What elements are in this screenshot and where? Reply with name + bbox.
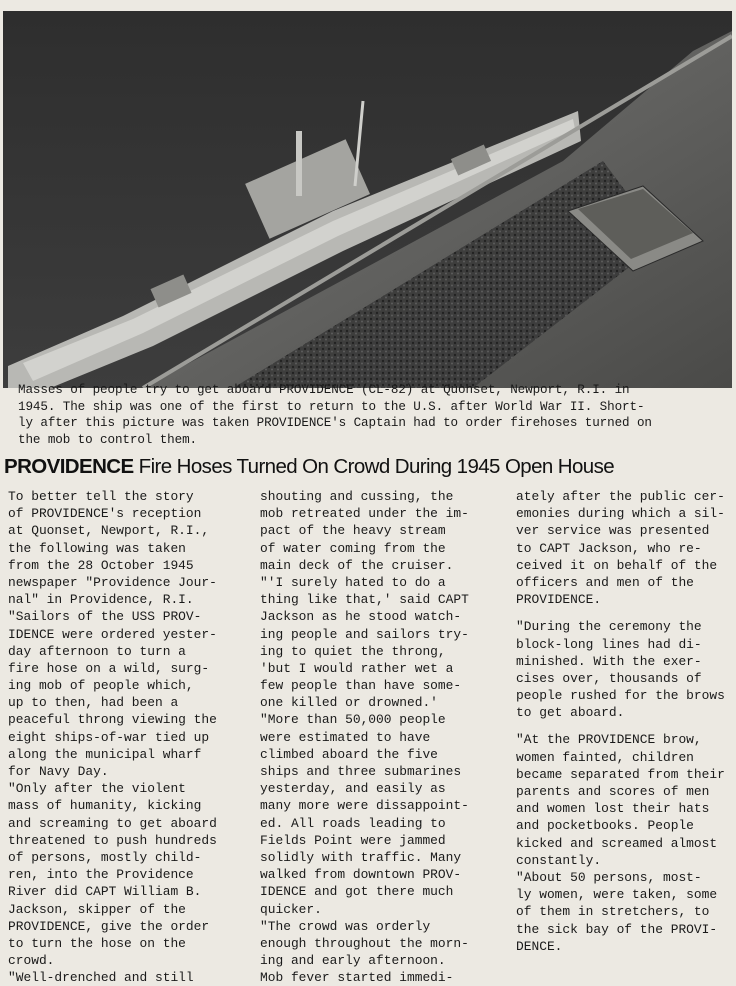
article-line: 'but I would rather wet a <box>260 660 454 676</box>
caption-line: Masses of people try to get aboard PROVIDENCE (CL-82) at Quonset, Newport, R.I. in <box>18 383 630 397</box>
article-line: at Quonset, Newport, R.I., <box>8 523 210 539</box>
photo-caption <box>18 382 726 448</box>
article-line: to get aboard. <box>516 705 625 721</box>
article-line: main deck of the cruiser. <box>260 557 454 573</box>
article-line: kicked and screamed almost <box>516 835 718 851</box>
article-line: Mob fever started immedi- <box>260 970 454 986</box>
article-line: ver service was presented <box>516 523 710 539</box>
article-line: "More than 50,000 people <box>260 712 446 728</box>
article-column-1 <box>8 488 230 986</box>
article-line: the following was taken <box>8 540 186 556</box>
article-line: women fainted, children <box>516 749 694 765</box>
article-line: of them in stretchers, to <box>516 904 710 920</box>
article-line: many more were dissappoint- <box>260 798 469 814</box>
article-line: constantly. <box>516 852 602 868</box>
article-line: yesterday, and easily as <box>260 781 446 797</box>
article-line: ly women, were taken, some <box>516 887 718 903</box>
article-line: were estimated to have <box>260 729 431 745</box>
article-column-2 <box>260 488 482 986</box>
article-line: mass of humanity, kicking <box>8 798 202 814</box>
article-line: minished. With the exer- <box>516 653 702 669</box>
article-line: eight ships-of-war tied up <box>8 729 210 745</box>
headline-ship-name: PROVIDENCE <box>4 455 134 478</box>
article-line: "About 50 persons, most- <box>516 869 702 885</box>
article-line: solidly with traffic. Many <box>260 849 462 865</box>
article-line: became separated from their <box>516 766 725 782</box>
article-line: along the municipal wharf <box>8 746 202 762</box>
article-line: of PROVIDENCE's reception <box>8 506 202 522</box>
article-line: day afternoon to turn a <box>8 643 186 659</box>
article-line: crowd. <box>8 953 55 969</box>
article-line: ceived it on behalf of the <box>516 557 718 573</box>
article-line: ing and early afternoon. <box>260 953 446 969</box>
article-line: peaceful throng viewing the <box>8 712 217 728</box>
headline <box>4 455 734 479</box>
article-line: "The crowd was orderly <box>260 918 431 934</box>
article-line: mob retreated under the im- <box>260 506 469 522</box>
article-line: Fields Point were jammed <box>260 832 446 848</box>
article-line: Jackson, skipper of the <box>8 901 186 917</box>
article-line: block-long lines had di- <box>516 636 702 652</box>
article-line: few people than have some- <box>260 678 462 694</box>
article-line: "'I surely hated to do a <box>260 574 446 590</box>
article-line: for Navy Day. <box>8 764 109 779</box>
article-line: PROVIDENCE, give the order <box>8 918 210 934</box>
caption-line: the mob to control them. <box>18 432 197 447</box>
article-line: climbed aboard the five <box>260 746 438 762</box>
article-line: ren, into the Providence <box>8 867 194 883</box>
article-line: "Well-drenched and still <box>8 970 194 986</box>
article-line: thing like that,' said CAPT <box>260 592 469 608</box>
article-line: IDENCE were ordered yester- <box>8 626 217 642</box>
article-line: to CAPT Jackson, who re- <box>516 540 702 556</box>
article-line: parents and scores of men <box>516 784 710 799</box>
article-line: "At the PROVIDENCE brow, <box>516 732 702 748</box>
paragraph-gap <box>516 608 730 618</box>
article-line: officers and men of the <box>516 574 694 590</box>
paragraph-gap <box>516 721 730 731</box>
article-line: to turn the hose on the <box>8 935 186 951</box>
article-line: people rushed for the brows <box>516 688 725 704</box>
article-line: up to then, had been a <box>8 695 179 711</box>
article-line: ing people and sailors try- <box>260 626 469 642</box>
article-line: and screaming to get aboard <box>8 815 217 831</box>
article-line: ed. All roads leading to <box>260 815 446 831</box>
article-line: River did CAPT William B. <box>8 884 202 900</box>
article-line: pact of the heavy stream <box>260 523 446 539</box>
article-line: "During the ceremony the <box>516 619 702 635</box>
article-line: walked from downtown PROV- <box>260 867 462 883</box>
article-line: IDENCE and got there much <box>260 884 454 900</box>
article-line: nal" in Providence, R.I. <box>8 592 194 608</box>
article-line: fire hose on a wild, surg- <box>8 660 210 676</box>
article-line: from the 28 October 1945 <box>8 557 194 573</box>
article-line: threatened to push hundreds <box>8 832 217 848</box>
article-line: cises over, thousands of <box>516 670 702 686</box>
article-line: "Only after the violent <box>8 781 186 797</box>
article-line: ing to quiet the throng, <box>260 643 446 659</box>
article-line: newspaper "Providence Jour- <box>8 574 217 590</box>
article-line: emonies during which a sil- <box>516 506 725 522</box>
article-line: of water coming from the <box>260 540 446 556</box>
ship-photo <box>3 11 732 388</box>
article-line: and women lost their hats <box>516 801 710 817</box>
headline-rest: Fire Hoses Turned On Crowd During 1945 Open House <box>133 455 615 478</box>
article-line: ately after the public cer- <box>516 489 725 504</box>
article-line: To better tell the story <box>8 489 194 504</box>
caption-line: ly after this picture was taken PROVIDENCE's Captain had to order firehoses turned on <box>18 416 652 430</box>
article-line: ing mob of people which, <box>8 678 194 694</box>
caption-line: 1945. The ship was one of the first to return to the U.S. after World War II. Short- <box>18 399 645 414</box>
article-line: the sick bay of the PROVI- <box>516 921 718 937</box>
article-line: quicker. <box>260 901 322 917</box>
article-line: Jackson as he stood watch- <box>260 609 462 625</box>
article-column-3 <box>516 488 730 955</box>
article-line: DENCE. <box>516 938 563 954</box>
article-line: ships and three submarines <box>260 764 462 779</box>
article-line: and pocketbooks. People <box>516 818 694 834</box>
article-line: "Sailors of the USS PROV- <box>8 609 202 625</box>
article-line: of persons, mostly child- <box>8 849 202 865</box>
article-line: one killed or drowned.' <box>260 695 438 711</box>
article-line: enough throughout the morn- <box>260 935 469 951</box>
article-line: shouting and cussing, the <box>260 489 454 504</box>
article-line: PROVIDENCE. <box>516 592 602 608</box>
